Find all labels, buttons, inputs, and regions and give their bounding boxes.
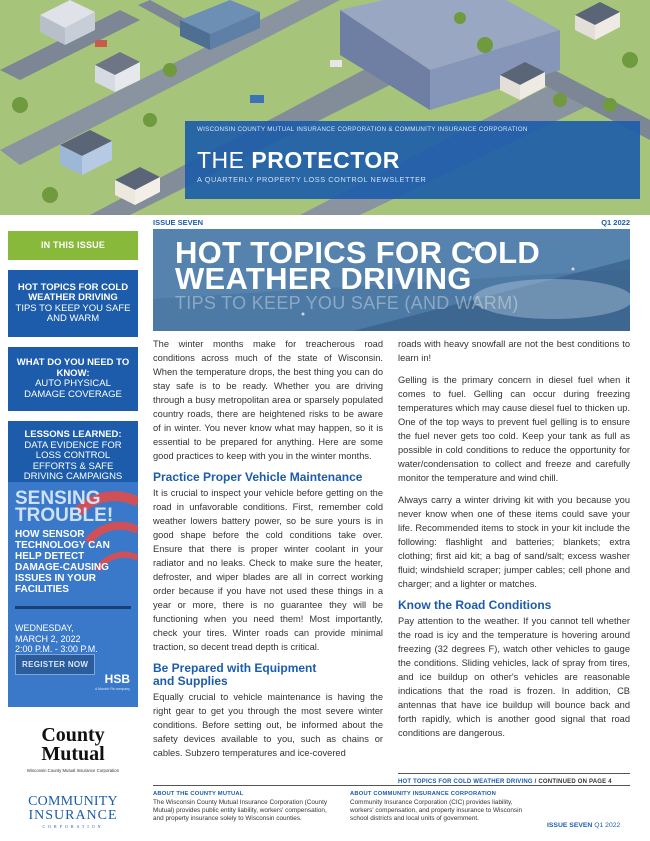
about-cic-heading: ABOUT COMMUNITY INSURANCE CORPORATION xyxy=(350,791,496,797)
continued-line[interactable] xyxy=(398,773,630,785)
paragraph-vehicle-maintenance: It is crucial to inspect your vehicle before getting on the road in unfavorable conditions. First, remember cold weather lowers battery power, so be sure yours is in good shape before the cold conditions take over. Ensure that there is proper winter coolant in your radiator and no leaks. Check to make sure the heater, defroster, and wiper blades are all in correct working order because if you have not used these things in a year or more, there is no guarantee they will be functioning when you need them! Most importantly, check your tires. Winter roads can provide minimal traction, so decent tread depth is critical. xyxy=(153,488,383,652)
feature-title xyxy=(175,235,541,296)
county-mutual-line1: County xyxy=(41,724,105,746)
ad-body: HOW SENSOR TECHNOLOGY CAN HELP DETECT DAMAGE-CAUSING ISSUES IN YOUR FACILITIES xyxy=(15,529,110,595)
footer-issue xyxy=(547,822,620,829)
sidebar-item-title: WHAT DO YOU NEED TO KNOW: xyxy=(16,357,130,379)
article-column-left xyxy=(153,337,383,768)
about-county-mutual xyxy=(153,790,333,823)
sidebar-item-auto-damage[interactable] xyxy=(8,347,138,411)
issue-label: ISSUE SEVEN xyxy=(153,218,204,227)
paragraph-equipment: Equally crucial to vehicle maintenance is having the right gear to get you through the most severe winter conditions. Before setting out, be informed about the safety devices available to you, such as chains or cables. Subzero temperatures and ice-covered xyxy=(153,692,383,758)
about-county-mutual-text: The Wisconsin County Mutual Insurance Corporation (County Mutual) provides public entity liability, workers' compensation, and property insurance solely to Wisconsin counties. xyxy=(153,799,328,822)
feature-title-line1: HOT TOPICS FOR COLD xyxy=(175,235,541,270)
feature-banner xyxy=(153,229,630,331)
feature-title-line2: WEATHER DRIVING xyxy=(175,261,472,296)
cic-line3: CORPORATION xyxy=(42,824,104,829)
paragraph-gelling: Gelling is the primary concern in diesel fuel when it comes to fuel. Gelling can occur during freezing temperatures which may cause diesel fuel to thicken up. One of the top ways to prevent fuel gelling is to ensure the fuel never gets too cold. Keep your tank as full as possible in cold conditions to reduce the opportunity for water/condensation to collect and freeze and carefully monitor the temperature and wind chill. xyxy=(398,375,630,483)
continued-title: HOT TOPICS FOR COLD WEATHER DRIVING xyxy=(398,779,533,785)
paragraph-road-conditions: Pay attention to the weather. If you cannot tell whether the road is icy and the temperature is hovering around freezing (32 degrees F), watch other vehicles to gauge the conditions. Sliding vehicles, lack of spray from tires, and ice buildup on other's vehicles are reasonable indications that the road is frozen. In addition, CB antennas that have ice buildup will bounce back and forth rapidly, which is another good signal that road conditions are dangerous. xyxy=(398,616,630,738)
paragraph-winter-kit: Always carry a winter driving kit with you because you never know when one of these items could save your life. Recommended items to stock in your kit include the following: flashlight and batteries; blankets; extra clothing; first aid kit; a bag of sand/salt; excess washer fluid; windshield scraper; jumper cables; cell phone and charger; and a lighter or matches. xyxy=(398,495,630,589)
cic-line1: COMMUNITY xyxy=(28,794,118,809)
feature-subtitle: TIPS TO KEEP YOU SAFE (AND WARM) xyxy=(175,293,519,313)
masthead-banner xyxy=(185,121,640,199)
sidebar-item-title: HOT TOPICS FOR COLD WEATHER DRIVING xyxy=(17,281,129,303)
cic-line2: INSURANCE xyxy=(28,808,118,823)
sidebar-item-sub: TIPS TO KEEP YOU SAFE AND WARM xyxy=(15,302,131,324)
hsb-tagline: A Munich Re company xyxy=(94,687,130,691)
masthead-title-bold: PROTECTOR xyxy=(251,147,400,173)
county-mutual-logo xyxy=(8,726,138,773)
ad-headline: SENSING TROUBLE! xyxy=(15,488,114,526)
sidebar-heading: IN THIS ISSUE xyxy=(8,231,138,260)
heading-equipment-line2: and Supplies xyxy=(153,674,228,688)
heading-road-conditions: Know the Road Conditions xyxy=(398,598,552,612)
masthead-subtitle: A QUARTERLY PROPERTY LOSS CONTROL NEWSLETTER xyxy=(197,175,427,184)
paragraph-equipment-cont: roads with heavy snowfall are not the best conditions to learn in! xyxy=(398,339,630,363)
masthead-title xyxy=(197,147,628,174)
heading-vehicle-maintenance: Practice Proper Vehicle Maintenance xyxy=(153,470,363,484)
county-mutual-desc: Wisconsin County Mutual Insurance Corporation xyxy=(26,768,120,773)
hsb-logo: HSB xyxy=(104,672,130,686)
ad-time: 2:00 P.M. - 3:00 P.M. xyxy=(15,644,98,654)
article-column-right xyxy=(398,337,630,748)
county-mutual-line2: Mutual xyxy=(41,743,105,765)
register-now-button[interactable]: REGISTER NOW xyxy=(15,654,95,675)
issue-quarter: Q1 2022 xyxy=(601,218,630,227)
issue-row xyxy=(153,218,630,227)
sidebar-item-sub: AUTO PHYSICAL DAMAGE COVERAGE xyxy=(24,378,122,400)
ad-date xyxy=(15,623,131,655)
heading-equipment-line1: Be Prepared with Equipment xyxy=(153,661,317,675)
footer-issue-label: ISSUE SEVEN xyxy=(547,822,593,829)
sensor-webinar-ad[interactable] xyxy=(8,482,138,707)
footer-issue-quarter: Q1 2022 xyxy=(592,822,621,829)
masthead-kicker: WISCONSIN COUNTY MUTUAL INSURANCE CORPORATION & COMMUNITY INSURANCE CORPORATION xyxy=(197,126,528,133)
in-this-issue-sidebar xyxy=(8,231,138,492)
about-cic-text: Community Insurance Corporation (CIC) provides liability, workers' compensation, and property insurance to Wisconsin school districts and local units of government. xyxy=(350,799,523,822)
sidebar-item-cold-weather[interactable] xyxy=(8,270,138,337)
about-community-insurance xyxy=(350,790,526,823)
about-county-mutual-heading: ABOUT THE COUNTY MUTUAL xyxy=(153,791,244,797)
ad-date-line1: WEDNESDAY, xyxy=(15,623,74,633)
community-insurance-logo xyxy=(8,787,138,829)
ad-date-line2: MARCH 2, 2022 xyxy=(15,633,81,644)
article-intro: The winter months make for treacherous road conditions across much of the state of Wisconsin. When the temperature drops, the best thing you can do stay safe is to be ready. Whether you are driving through a busy metropolitan area or sparsely populated country roads, there are heightened risks to be aware of in winter. You never know what may happen, so it is essential to be prepared for anything. Here are some good practices to keep with you in the winter months. xyxy=(153,339,383,461)
sidebar-item-title: LESSONS LEARNED: xyxy=(24,429,122,441)
sidebar-item-sub: DATA EVIDENCE FOR LOSS CONTROL EFFORTS & SAFE DRIVING CAMPAIGNS xyxy=(23,439,123,483)
masthead-title-light: THE xyxy=(197,147,252,173)
heading-equipment-supplies xyxy=(153,662,383,688)
footer-divider xyxy=(153,785,630,786)
continued-page: / CONTINUED ON PAGE 4 xyxy=(532,779,612,785)
